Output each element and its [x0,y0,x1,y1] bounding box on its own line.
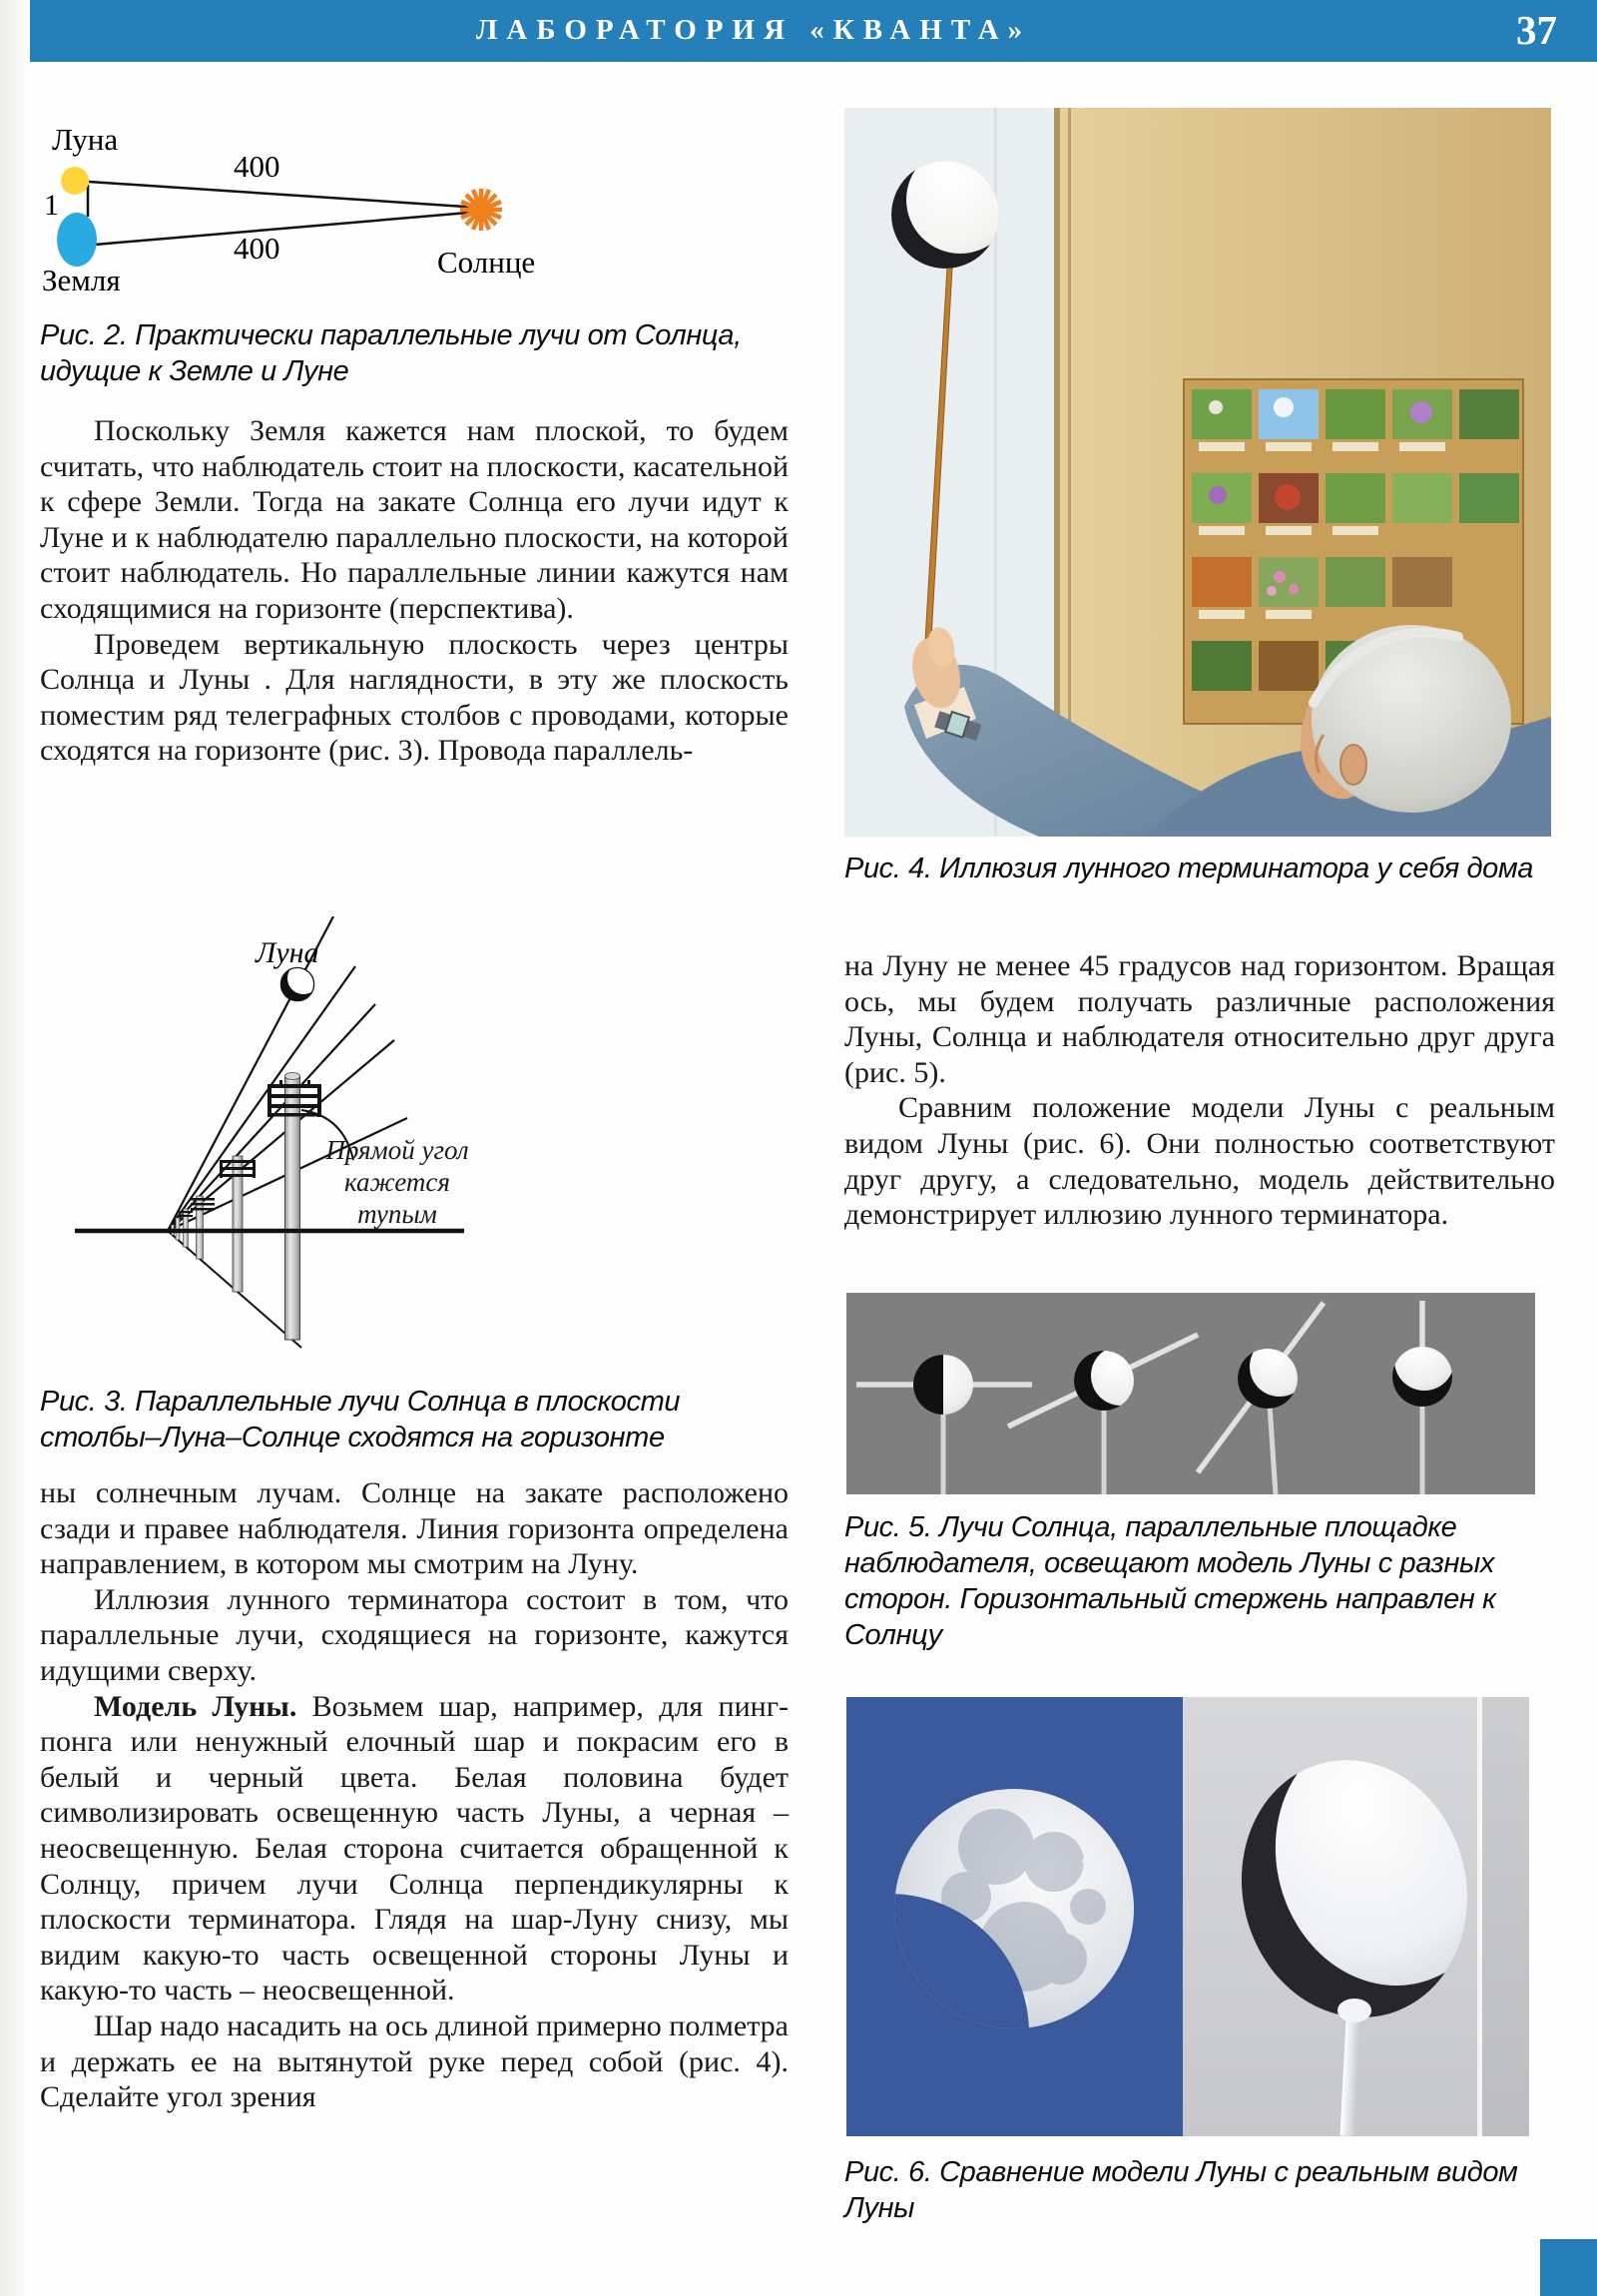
left-text-block-1 [40,413,789,769]
paragraph: Сравним положение модели Луны с реальным видом Луны (рис. 6). Они полностью соответствуют друг другу, а следовательно, модель действительно демонстрирует иллюзию лунного терминатора. [844,1091,1555,1232]
distance-bottom-label: 400 [234,231,280,266]
paragraph: Шар надо насадить на ось длиной примерно полметра и держать ее на вытянутой руке перед собой (рис. 4). Сделайте угол зрения [40,2009,789,2114]
model-stick [1339,2007,1360,2136]
page-edge-strip [0,0,30,2296]
earth-icon [57,213,97,267]
stick-connector [1337,1999,1371,2022]
paragraph: ны солнечным лучам. Солнце на закате расположено сзади и правее наблюдателя. Линия горизонта определена направлением, в котором мы смотрим на Луну. [40,1476,789,1581]
sun-label: Солнце [437,245,536,280]
figure-2-diagram [40,95,789,306]
figure-2-caption: Рис. 2. Практически параллельные лучи от Солнца, идущие к Земле и Луне [40,319,742,387]
paragraph: на Луну не менее 45 градусов над горизонтом. Вращая ось, мы будем получать различные расположения Луны, Солнца и наблюдателя относительно друг друга (рис. 5). [844,949,1555,1089]
moon-model-4 [1392,1301,1454,1494]
paragraph: Проведем вертикальную плоскость через центры Солнца и Луны . Для наглядности, в эту же плоскость поместим ряд телеграфных столбов с проводами, которые сходятся на горизонте (рис. 3). Провода параллель- [40,627,789,768]
earth-sun-ray [95,212,480,245]
left-text-block-2 [40,1475,789,2115]
figure-5-caption: Рис. 5. Лучи Солнца, параллельные площадке наблюдателя, освещают модель Луны с разных сторон. Горизонтальный стержень направлен к Солнцу [844,1511,1496,1651]
ear [1340,745,1366,785]
real-moon-panel [846,1697,1183,2136]
moon-label: Луна [256,936,319,969]
paragraph: Поскольку Земля кажется нам плоской, то будем считать, что наблюдатель стоит на плоскости, касательной к сфере Земли. Тогда на закате Солнца его лучи идут к Луне и к наблюдателю параллельно плоскости, на которой стоит наблюдатель. Но параллельные линии кажутся нам сходящимися на горизонте (перспектива). [40,414,789,625]
figure-6-photo [846,1697,1529,2136]
paragraph-rest: Возьмем шар, например, для пинг-понга или ненужный елочный шар и покрасим его в белый и черный цвета. Белая половина будет символизировать освещенную часть Луны, а черная – неосвещенную. Белая сторона считается обращенной к Солнцу, причем лучи Солнца перпендикулярны к плоскости терминатора. Глядя на шар-Луну снизу, мы видим какую-то часть освещенной стороны Луны и какую-то часть – неосвещенной. [40,1689,789,2008]
figure-4-caption: Рис. 4. Иллюзия лунного терминатора у себя дома [844,853,1534,884]
earth-label: Земля [42,263,121,297]
distance-top-label: 400 [234,149,280,184]
page-corner-square [1540,2239,1597,2296]
right-text-block [844,948,1555,1233]
paragraph: Иллюзия лунного терминатора состоит в том, что параллельные лучи, сходящиеся на горизонте, кажутся идущими сверху. [40,1582,789,1687]
model-moon-panel [1183,1697,1529,2136]
figure-6-caption: Рис. 6. Сравнение модели Луны с реальным видом Луны [844,2156,1518,2224]
figure-4-photo [844,108,1551,837]
moon-sun-ray [89,182,480,208]
paragraph [40,1689,789,2009]
moon-model-3 [1198,1303,1324,1494]
distance-unit-label: 1 [44,189,59,222]
hair [1312,625,1511,813]
moon-model-2 [1008,1335,1198,1494]
moon-model-1 [856,1355,1032,1494]
paragraph-lead-bold: Модель Луны. [94,1689,297,1723]
angle-note: Прямой угол кажется тупым [325,1135,469,1229]
page-number: 37 [1516,7,1557,53]
moon-label: Луна [52,122,119,157]
figure-3-caption: Рис. 3. Параллельные лучи Солнца в плоскости столбы–Луна–Солнце сходятся на горизонте [40,1386,681,1453]
real-moon [846,1789,1134,2136]
moon-icon [61,167,89,195]
header-bar [30,0,1597,62]
sun-icon [460,189,502,231]
wall-corner-line [1477,1697,1482,2136]
figure-5-photo [846,1293,1535,1494]
section-title: ЛАБОРАТОРИЯ «КВАНТА» [475,14,1032,46]
